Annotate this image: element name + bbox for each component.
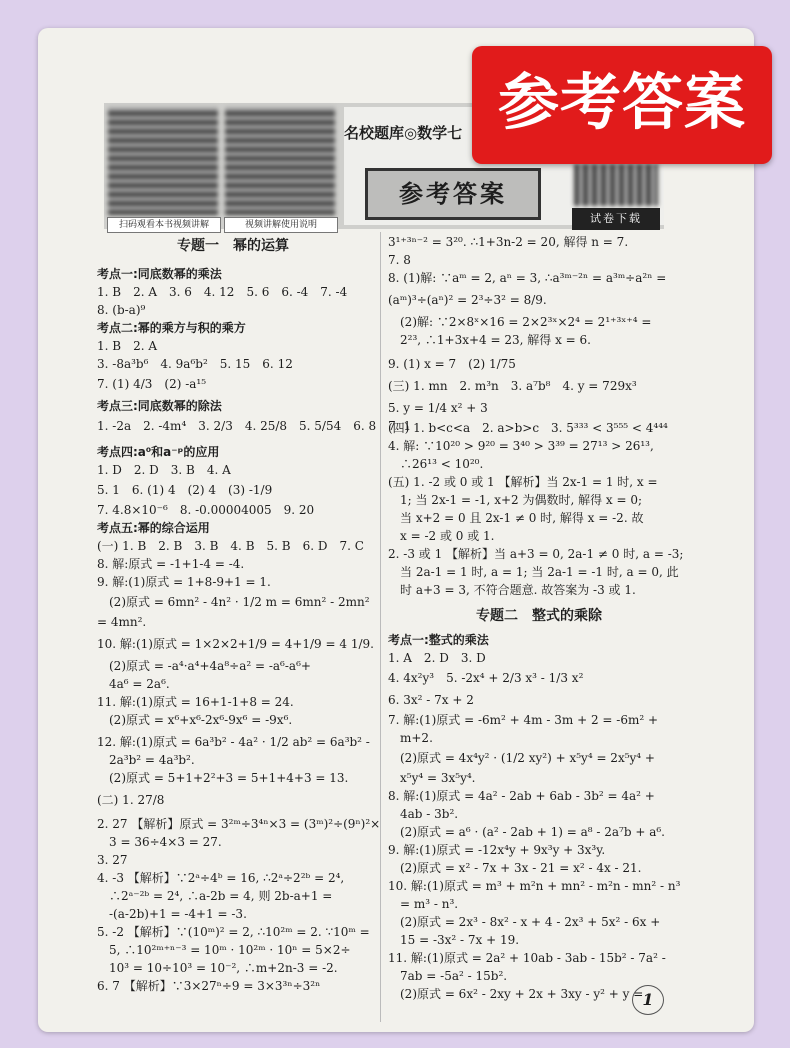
answer-line: 10. 解:(1)原式 = m³ + m²n + mn² - m²n - mn² - n³	[388, 879, 681, 893]
answer-line: 9. 解:(1)原式 = -12x⁴y + 9x³y + 3x³y.	[388, 843, 606, 857]
answer-line: 1. B 2. A	[97, 339, 158, 353]
answer-line: 7. 解:(1)原式 = -6m² + 4m - 3m + 2 = -6m² +	[388, 713, 659, 727]
page-number: 1	[632, 985, 664, 1015]
answer-line: (2)原式 = 2x³ - 8x² - x + 4 - 2x³ + 5x² - 6x +	[388, 915, 661, 929]
topic-heading: 考点二:幂的乘方与积的乘方	[97, 321, 246, 335]
answer-line: 9. (1) x = 7 (2) 1/75	[388, 357, 516, 371]
answer-line: 3. 27	[97, 853, 128, 867]
qr-label-instructions: 视频讲解使用说明	[224, 217, 338, 233]
answer-line: 7. 8	[388, 253, 411, 267]
banner-title: 参考答案	[497, 67, 746, 138]
qr-code-instructions[interactable]	[225, 107, 335, 215]
answer-line: 4ab - 3b².	[388, 807, 459, 821]
answer-line: 8. (1)解: ∵aᵐ = 2, aⁿ = 3, ∴a³ᵐ⁻²ⁿ = a³ᵐ÷a²ⁿ =	[388, 271, 667, 285]
answer-line: 4. 4x²y³ 5. -2x⁴ + 2/3 x³ - 1/3 x²	[388, 671, 584, 685]
book-brand: 名校题库◎数学七	[344, 124, 463, 142]
answer-line: 2. 27 【解析】原式 = 3²ᵐ÷3⁴ⁿ×3 = (3ᵐ)²÷(9ⁿ)²×	[97, 817, 381, 831]
section-title: 专题一 幂的运算	[177, 238, 289, 254]
answer-line: (2)原式 = x⁶+x⁶-2x⁶-9x⁶ = -9x⁶.	[97, 713, 293, 727]
topic-heading: 考点四:a⁰和a⁻ᵖ的应用	[97, 445, 220, 459]
answer-line: -(a-2b)+1 = -4+1 = -3.	[97, 907, 247, 921]
answer-line: 8. 解:原式 = -1+1-4 = -4.	[97, 557, 245, 571]
answer-line: (二) 1. 27/8	[97, 793, 165, 807]
answer-line: 当 2a-1 = 1 时, a = 1; 当 2a-1 = -1 时, a = 0, 此	[388, 565, 679, 579]
answer-line: 11. 解:(1)原式 = 16+1-1+8 = 24.	[97, 695, 294, 709]
answer-line: 1. -2a 2. -4m⁴ 3. 2/3 4. 25/8 5. 5/54 6. 8 7. 1	[97, 419, 412, 433]
answer-line: 1. D 2. D 3. B 4. A	[97, 463, 231, 477]
answer-line: (2)原式 = 6mn² - 4n² · 1/2 m = 6mn² - 2mn²	[97, 595, 370, 609]
answer-line: 5, ∴10²ᵐ⁺ⁿ⁻³ = 10ᵐ · 10²ᵐ · 10ⁿ = 5×2÷	[97, 943, 351, 957]
answer-line: 9. 解:(1)原式 = 1+8-9+1 = 1.	[97, 575, 271, 589]
qr-code-video[interactable]	[108, 107, 218, 215]
answer-line: ∴2ᵃ⁻²ᵇ = 2⁴, ∴a-2b = 4, 则 2b-a+1 =	[97, 889, 333, 903]
answer-line: x = -2 或 0 或 1.	[388, 529, 495, 543]
answer-line: (2)原式 = 5+1+2²+3 = 5+1+4+3 = 13.	[97, 771, 349, 785]
answer-line: 4. -3 【解析】∵2ᵃ÷4ᵇ = 16, ∴2ᵃ÷2²ᵇ = 2⁴,	[97, 871, 345, 885]
answer-line: 7. (1) 4/3 (2) -a¹⁵	[97, 377, 207, 391]
answer-line: 4. 解: ∵10²⁰ > 9²⁰ = 3⁴⁰ > 3³⁹ = 27¹³ > 26¹³,	[388, 439, 654, 453]
answer-line: 4a⁶ = 2a⁶.	[97, 677, 170, 691]
answer-line: 2. -3 或 1 【解析】当 a+3 = 0, 2a-1 ≠ 0 时, a = -3;	[388, 547, 684, 561]
answer-line: (aᵐ)³÷(aⁿ)² = 2³÷3² = 8/9.	[388, 293, 547, 307]
answer-line: (2)原式 = -a⁴·a⁴+4a⁸÷a² = -a⁶-a⁶+	[97, 659, 311, 673]
answer-line: 1; 当 2x-1 = -1, x+2 为偶数时, 解得 x = 0;	[388, 493, 643, 507]
answer-line: 7. 4.8×10⁻⁶ 8. -0.00004005 9. 20	[97, 503, 315, 517]
answer-line: (五) 1. -2 或 0 或 1 【解析】当 2x-1 = 1 时, x =	[388, 475, 658, 489]
answer-line: (2)原式 = 6x² - 2xy + 2x + 3xy - y² + y =	[388, 987, 644, 1001]
answer-line: = m³ - n³.	[388, 897, 459, 911]
answer-line: 5. y = 1/4 x² + 3	[388, 401, 488, 415]
download-label: 试卷下载	[572, 208, 660, 230]
answer-line: 时 a+3 = 3, 不符合题意. 故答案为 -3 或 1.	[388, 583, 636, 597]
topic-heading: 考点三:同底数幂的除法	[97, 399, 222, 413]
answer-line: m+2.	[388, 731, 433, 745]
answer-line: (一) 1. B 2. B 3. B 4. B 5. B 6. D 7. C	[97, 539, 364, 553]
answer-line: 8. (b-a)⁹	[97, 303, 146, 317]
answer-line: (2)原式 = x² - 7x + 3x - 21 = x² - 4x - 21.	[388, 861, 642, 875]
answers-title: 参考答案	[365, 168, 541, 220]
answer-line: 3. -8a³b⁶ 4. 9a⁶b² 5. 15 6. 12	[97, 357, 293, 371]
answer-line: 2a³b² = 4a³b².	[97, 753, 195, 767]
answer-banner	[472, 46, 772, 164]
answer-line: 6. 3x² - 7x + 2	[388, 693, 474, 707]
section-title: 专题二 整式的乘除	[476, 608, 602, 624]
answer-line: 6. 7 【解析】∵3×27ⁿ÷9 = 3×3³ⁿ÷3²ⁿ	[97, 979, 321, 993]
answer-line: 8. 解:(1)原式 = 4a² - 2ab + 6ab - 3b² = 4a² +	[388, 789, 655, 803]
answer-line: 3¹⁺³ⁿ⁻² = 3²⁰. ∴1+3n-2 = 20, 解得 n = 7.	[388, 235, 629, 249]
answer-line: = 4mn².	[97, 615, 147, 629]
answer-line: 当 x+2 = 0 且 2x-1 ≠ 0 时, 解得 x = -2. 故	[388, 511, 644, 525]
answer-line: x⁵y⁴ = 3x⁵y⁴.	[388, 771, 476, 785]
answer-line: 5. 1 6. (1) 4 (2) 4 (3) -1/9	[97, 483, 273, 497]
answer-line: 11. 解:(1)原式 = 2a² + 10ab - 3ab - 15b² - 7a² -	[388, 951, 666, 965]
topic-heading: 考点一:同底数幂的乘法	[97, 267, 222, 281]
answer-line: 1. B 2. A 3. 6 4. 12 5. 6 6. -4 7. -4	[97, 285, 348, 299]
answer-line: (三) 1. mn 2. m³n 3. a⁷b⁸ 4. y = 729x³	[388, 379, 637, 393]
answer-line: 12. 解:(1)原式 = 6a³b² - 4a² · 1/2 ab² = 6a³b² -	[97, 735, 370, 749]
answer-line: (2)原式 = 4x⁴y² · (1/2 xy²) + x⁵y⁴ = 2x⁵y⁴ +	[388, 751, 655, 765]
answer-line: ∴26¹³ < 10²⁰.	[388, 457, 484, 471]
answer-line: (2)原式 = a⁶ · (a² - 2ab + 1) = a⁸ - 2a⁷b + a⁶.	[388, 825, 665, 839]
qr-label-video: 扫码观看本书视频讲解	[107, 217, 221, 233]
answer-line: 10. 解:(1)原式 = 1×2×2+1/9 = 4+1/9 = 4 1/9.	[97, 637, 374, 651]
answer-line: (四) 1. b<c<a 2. a>b>c 3. 5³³³ < 3⁵⁵⁵ < 4⁴⁴⁴	[388, 421, 668, 435]
topic-heading: 考点一:整式的乘法	[388, 633, 489, 647]
answer-line: 2²³, ∴1+3x+4 = 23, 解得 x = 6.	[388, 333, 591, 347]
answer-line: 15 = -3x² - 7x + 19.	[388, 933, 520, 947]
answer-line: 7ab = -5a² - 15b².	[388, 969, 508, 983]
answer-line: 1. A 2. D 3. D	[388, 651, 486, 665]
answer-line: 3 = 36÷4×3 = 27.	[97, 835, 222, 849]
column-divider	[380, 232, 381, 1022]
answer-line: 10³ = 10÷10³ = 10⁻², ∴m+2n-3 = -2.	[97, 961, 338, 975]
answer-line: 5. -2 【解析】∵(10ᵐ)² = 2, ∴10²ᵐ = 2. ∵10ᵐ =	[97, 925, 370, 939]
qr-code-download[interactable]	[574, 164, 658, 206]
topic-heading: 考点五:幂的综合运用	[97, 521, 210, 535]
answer-line: (2)解: ∵2×8ˣ×16 = 2×2³ˣ×2⁴ = 2¹⁺³ˣ⁺⁴ =	[388, 315, 652, 329]
